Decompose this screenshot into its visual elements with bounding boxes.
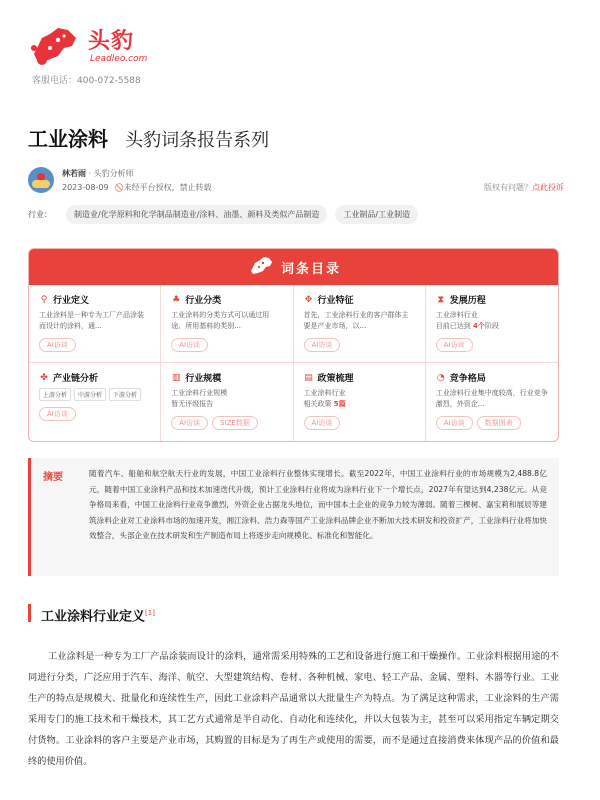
ai-interview-tag[interactable]: AI访谈 bbox=[436, 416, 473, 430]
pie-chart-icon: ◔ bbox=[436, 372, 445, 383]
toc-item-title: 行业定义 bbox=[53, 296, 90, 306]
downstream-tag[interactable]: 下游分析 bbox=[109, 388, 141, 401]
leopard-logo-icon bbox=[28, 24, 80, 68]
toc-item-definition[interactable] bbox=[29, 285, 161, 363]
toc-item-features[interactable] bbox=[294, 285, 426, 363]
ai-interview-tag[interactable]: AI访谈 bbox=[171, 338, 208, 352]
complain-link[interactable]: 点此投诉 bbox=[532, 183, 564, 192]
chain-icon: ✤ bbox=[40, 372, 48, 383]
section-heading bbox=[28, 604, 155, 625]
abstract-text: 随着汽车、船舶和航空航天行业的发展，中国工业涂料行业整体实现增长。截至2022年，中国工业涂料行业的市场规模为2,488.8亿元，随着中国工业涂料产品和技术加速迭代升级，预计工业涂料行业将成为涂料行业下一个增长点，2027年有望达到4,238亿元。从竞争格局来看，中国工业涂料行业竞争激烈，外资企业占据龙头地位，而中国本土企业的竞争力较为薄弱。随着三棵树、嘉宝莉和展辰等建筑涂料企业对工业涂料市场的加速开发，湘江涂料、浩力森等国产工业涂料品牌企业不断加大技术研发和投资扩产，工业涂料行业将加快效整合，头部企业在技术研发和生产制造布局上将逐步走向规模化、标准化和智能化。 bbox=[89, 469, 547, 541]
toc-title: 词条目录 bbox=[281, 262, 342, 277]
toc-item-desc: 工业涂料行业 目前已达到 4个阶段 bbox=[435, 311, 499, 330]
ai-interview-tag[interactable]: AI访谈 bbox=[304, 416, 341, 430]
abstract-label: 摘要 bbox=[43, 472, 63, 483]
copyright-line bbox=[484, 182, 564, 193]
toc-item-desc: 工业涂料行业集中度较高，行业竞争激烈，外资企... bbox=[435, 389, 548, 408]
history-icon: ⧗ bbox=[437, 294, 444, 305]
upstream-tag[interactable]: 上游分析 bbox=[39, 388, 71, 401]
brand-logo[interactable] bbox=[28, 22, 178, 72]
toc-item-title: 产业链分析 bbox=[53, 374, 99, 384]
features-icon: ✥ bbox=[304, 294, 313, 305]
repost-notice: 未经平台授权，禁止转载 bbox=[123, 183, 212, 192]
industry-row bbox=[28, 204, 418, 224]
avatar bbox=[28, 167, 54, 193]
toc-item-classification[interactable] bbox=[161, 285, 293, 363]
toc-item-desc: 工业涂料是一种专为工厂产品涂装而设计的涂料，通... bbox=[39, 311, 144, 330]
brand-url: Leadleo.com bbox=[90, 54, 148, 64]
author-name: 林若雨 bbox=[62, 169, 86, 178]
toc-item-desc: 工业涂料行业 相关政策 5篇 bbox=[303, 389, 346, 408]
size-data-tag[interactable]: SIZE数据 bbox=[212, 416, 258, 430]
industry-tag[interactable]: 工业制品/工业制造 bbox=[335, 205, 418, 224]
ai-interview-tag[interactable]: AI访谈 bbox=[171, 416, 208, 430]
leopard-icon bbox=[249, 255, 273, 277]
abstract-box bbox=[28, 458, 559, 576]
title-sub: 头豹词条报告系列 bbox=[125, 130, 270, 151]
midstream-tag[interactable]: 中游分析 bbox=[74, 388, 106, 401]
toc-item-desc: 工业涂料的分类方式可以通过用途、所用基料的类别... bbox=[171, 311, 270, 330]
toc-item-title: 行业分类 bbox=[185, 296, 222, 306]
bar-chart-icon: ▥ bbox=[171, 372, 181, 383]
ai-interview-tag[interactable]: AI访谈 bbox=[39, 338, 76, 352]
toc-item-title: 发展历程 bbox=[449, 296, 486, 306]
hotline-text: 客服电话：400-072-5588 bbox=[32, 76, 141, 86]
toc-card bbox=[28, 248, 559, 442]
data-chart-tag[interactable]: 数据图表 bbox=[477, 416, 521, 430]
toc-item-title: 行业特征 bbox=[317, 296, 354, 306]
author-meta bbox=[62, 182, 212, 193]
ai-interview-tag[interactable]: AI访谈 bbox=[436, 338, 473, 352]
section-title: 工业涂料行业定义 bbox=[41, 609, 146, 625]
industry-tag[interactable]: 制造业/化学原料和化学制品制造业/涂料、油墨、颜料及类似产品制造 bbox=[66, 205, 327, 224]
toc-item-policy[interactable] bbox=[294, 363, 426, 441]
title-main: 工业涂料 bbox=[28, 127, 108, 151]
reference-mark[interactable]: [1] bbox=[145, 609, 155, 617]
section-body: 工业涂料是一种专为工厂产品涂装而设计的涂料，通常需采用特殊的工艺和设备进行施工和干燥操作。工业涂料根据用途的不同进行分类，广泛应用于汽车、海洋、航空、大型建筑结构、卷材、各种机械、家电、轻工产品、金属、塑料、木器等行业。工业生产的特点是规模大、批量化和连续性生产，因此工业涂料产品通常以大批量生产为特点。为了满足这种需求，工业涂料的生产需采用专门的施工技术和干燥技术，其工艺方式通常是半自动化、自动化和连续化，并以大包装为主，甚至可以采用指定车辆定期交付货物。工业涂料的客户主要是产业市场，其购置的目标是为了再生产或使用的需要，而不是通过直接消费来体现产品的价值和最终的使用价值。 bbox=[28, 651, 559, 767]
toc-item-title: 政策梳理 bbox=[317, 374, 354, 384]
toc-item-history[interactable] bbox=[426, 285, 558, 363]
publish-date: 2023-08-09 bbox=[62, 183, 109, 192]
toc-item-desc: 工业涂料行业规模 暂无评级报告 bbox=[171, 389, 228, 408]
toc-item-scale[interactable] bbox=[161, 363, 293, 441]
page-title bbox=[28, 123, 269, 152]
toc-item-title: 行业规模 bbox=[185, 374, 222, 384]
ai-interview-tag[interactable]: AI访谈 bbox=[304, 338, 341, 352]
toc-item-desc: 首先，工业涂料行业的客户群体主要是产业市场，以... bbox=[303, 311, 409, 330]
author-role: · 头豹分析师 bbox=[86, 169, 134, 178]
copyright-question: 版权有问题？ bbox=[484, 183, 532, 192]
toc-item-competition[interactable] bbox=[426, 363, 558, 441]
toc-item-title: 竞争格局 bbox=[449, 374, 486, 384]
toc-header bbox=[29, 249, 558, 285]
toc-item-chain[interactable] bbox=[29, 363, 161, 441]
brand-name: 头豹 bbox=[88, 29, 135, 54]
industry-label: 行业： bbox=[28, 209, 52, 219]
search-doc-icon: ⚲ bbox=[40, 294, 48, 305]
author-name-line bbox=[62, 168, 134, 179]
ai-interview-tag[interactable]: AI访谈 bbox=[39, 407, 76, 421]
hierarchy-icon: ♣ bbox=[172, 294, 181, 305]
policy-icon: ▤ bbox=[304, 372, 313, 383]
